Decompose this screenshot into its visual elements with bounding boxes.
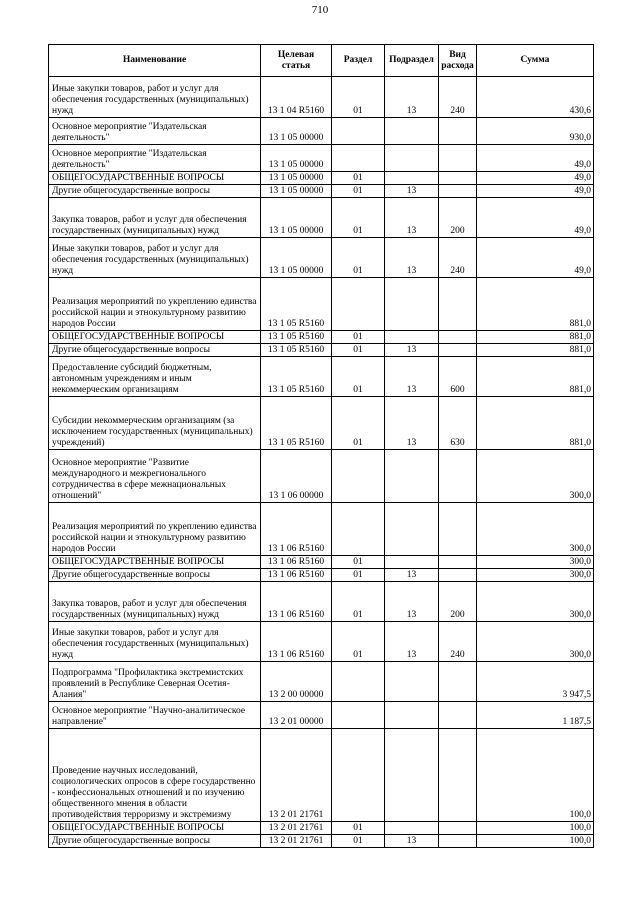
- cell-subsection: 13: [385, 185, 439, 198]
- cell-amount: 300,0: [477, 622, 594, 662]
- cell-subsection: 13: [385, 198, 439, 238]
- cell-name: ОБЩЕГОСУДАРСТВЕННЫЕ ВОПРОСЫ: [49, 172, 261, 185]
- cell-section: 01: [332, 357, 385, 397]
- cell-name: Другие общегосударственные вопросы: [49, 185, 261, 198]
- table-row: [49, 344, 594, 357]
- cell-subsection: 13: [385, 569, 439, 582]
- cell-target: 13 1 06 R5160: [261, 569, 332, 582]
- cell-amount: 881,0: [477, 344, 594, 357]
- table-row: [49, 729, 594, 822]
- header-row: [49, 45, 594, 77]
- table-row: [49, 822, 594, 835]
- table-row: [49, 145, 594, 172]
- cell-name: Предоставление субсидий бюджетным, автономным учреждениям и иным некоммерческим организациям: [49, 357, 261, 397]
- table-row: [49, 357, 594, 397]
- header-subsection: Подраздел: [385, 45, 439, 77]
- cell-subsection: [385, 331, 439, 344]
- cell-target: 13 2 00 00000: [261, 662, 332, 702]
- cell-target: 13 1 05 00000: [261, 185, 332, 198]
- table-row: [49, 278, 594, 331]
- cell-target: 13 1 05 00000: [261, 198, 332, 238]
- budget-table: [48, 44, 594, 848]
- cell-expense-type: [439, 145, 477, 172]
- cell-name: Основное мероприятие "Развитие международного и межрегионального сотрудничества в сфере межнациональных отношений": [49, 450, 261, 503]
- cell-section: 01: [332, 185, 385, 198]
- cell-section: 01: [332, 569, 385, 582]
- header-target: Целевая статья: [261, 45, 332, 77]
- cell-amount: 100,0: [477, 729, 594, 822]
- cell-expense-type: [439, 503, 477, 556]
- cell-name: Другие общегосударственные вопросы: [49, 569, 261, 582]
- cell-expense-type: [439, 450, 477, 503]
- cell-name: Реализация мероприятий по укреплению единства российской нации и этнокультурному развитию народов России: [49, 278, 261, 331]
- table-row: [49, 77, 594, 118]
- cell-subsection: [385, 450, 439, 503]
- header-amount: Сумма: [477, 45, 594, 77]
- cell-name: Закупка товаров, работ и услуг для обеспечения государственных (муниципальных) нужд: [49, 198, 261, 238]
- cell-name: ОБЩЕГОСУДАРСТВЕННЫЕ ВОПРОСЫ: [49, 331, 261, 344]
- cell-expense-type: [439, 556, 477, 569]
- cell-subsection: 13: [385, 344, 439, 357]
- cell-section: [332, 118, 385, 145]
- cell-section: 01: [332, 198, 385, 238]
- cell-expense-type: [439, 822, 477, 835]
- cell-section: 01: [332, 77, 385, 118]
- cell-amount: 300,0: [477, 569, 594, 582]
- cell-subsection: 13: [385, 357, 439, 397]
- cell-section: [332, 729, 385, 822]
- cell-subsection: [385, 822, 439, 835]
- table-row: [49, 397, 594, 450]
- table-row: [49, 172, 594, 185]
- cell-expense-type: 600: [439, 357, 477, 397]
- cell-target: 13 1 04 R5160: [261, 77, 332, 118]
- table-row: [49, 569, 594, 582]
- cell-subsection: 13: [385, 77, 439, 118]
- cell-amount: 100,0: [477, 835, 594, 848]
- cell-amount: 300,0: [477, 582, 594, 622]
- cell-amount: 49,0: [477, 238, 594, 278]
- cell-amount: 300,0: [477, 450, 594, 503]
- cell-amount: 100,0: [477, 822, 594, 835]
- cell-target: 13 1 05 00000: [261, 118, 332, 145]
- cell-subsection: [385, 729, 439, 822]
- cell-amount: 881,0: [477, 278, 594, 331]
- cell-amount: 49,0: [477, 198, 594, 238]
- cell-amount: 3 947,5: [477, 662, 594, 702]
- cell-section: [332, 662, 385, 702]
- cell-subsection: 13: [385, 397, 439, 450]
- cell-subsection: [385, 702, 439, 729]
- table-row: [49, 582, 594, 622]
- cell-subsection: 13: [385, 835, 439, 848]
- table-row: [49, 118, 594, 145]
- cell-section: 01: [332, 172, 385, 185]
- cell-expense-type: 200: [439, 198, 477, 238]
- cell-expense-type: [439, 835, 477, 848]
- cell-section: 01: [332, 238, 385, 278]
- cell-name: Основное мероприятие "Издательская деятельность": [49, 118, 261, 145]
- cell-target: 13 1 06 00000: [261, 450, 332, 503]
- table-row: [49, 185, 594, 198]
- cell-amount: 49,0: [477, 145, 594, 172]
- cell-amount: 930,0: [477, 118, 594, 145]
- cell-target: 13 1 05 R5160: [261, 344, 332, 357]
- cell-target: 13 1 05 R5160: [261, 397, 332, 450]
- table-row: [49, 450, 594, 503]
- page-number: 710: [311, 4, 329, 16]
- cell-expense-type: [439, 569, 477, 582]
- cell-expense-type: 240: [439, 622, 477, 662]
- cell-section: 01: [332, 344, 385, 357]
- cell-target: 13 2 01 21761: [261, 835, 332, 848]
- cell-name: Основное мероприятие "Научно-аналитическое направление": [49, 702, 261, 729]
- cell-expense-type: 200: [439, 582, 477, 622]
- table-row: [49, 238, 594, 278]
- table-row: [49, 556, 594, 569]
- table-row: [49, 503, 594, 556]
- cell-section: [332, 145, 385, 172]
- cell-amount: 881,0: [477, 397, 594, 450]
- cell-name: Субсидии некоммерческим организациям (за исключением государственных (муниципальных) учреждений): [49, 397, 261, 450]
- cell-expense-type: [439, 729, 477, 822]
- cell-expense-type: [439, 172, 477, 185]
- cell-amount: 881,0: [477, 331, 594, 344]
- cell-subsection: [385, 278, 439, 331]
- cell-section: 01: [332, 397, 385, 450]
- cell-section: [332, 702, 385, 729]
- cell-target: 13 1 06 R5160: [261, 503, 332, 556]
- cell-expense-type: [439, 662, 477, 702]
- header-expense-type: Вид расхода: [439, 45, 477, 77]
- cell-target: 13 1 05 R5160: [261, 278, 332, 331]
- cell-expense-type: 630: [439, 397, 477, 450]
- cell-name: Иные закупки товаров, работ и услуг для обеспечения государственных (муниципальных) нужд: [49, 77, 261, 118]
- cell-expense-type: 240: [439, 77, 477, 118]
- cell-amount: 300,0: [477, 556, 594, 569]
- cell-amount: 49,0: [477, 172, 594, 185]
- cell-amount: 49,0: [477, 185, 594, 198]
- table-row: [49, 622, 594, 662]
- table-row: [49, 662, 594, 702]
- header-name: Наименование: [49, 45, 261, 77]
- cell-section: 01: [332, 582, 385, 622]
- cell-expense-type: [439, 331, 477, 344]
- cell-subsection: 13: [385, 582, 439, 622]
- cell-section: 01: [332, 331, 385, 344]
- cell-target: 13 1 06 R5160: [261, 622, 332, 662]
- cell-section: 01: [332, 556, 385, 569]
- cell-subsection: [385, 662, 439, 702]
- cell-section: [332, 278, 385, 331]
- table-row: [49, 331, 594, 344]
- cell-expense-type: [439, 118, 477, 145]
- cell-subsection: [385, 118, 439, 145]
- cell-subsection: [385, 503, 439, 556]
- cell-name: Другие общегосударственные вопросы: [49, 835, 261, 848]
- cell-target: 13 1 05 R5160: [261, 331, 332, 344]
- cell-target: 13 1 06 R5160: [261, 582, 332, 622]
- cell-target: 13 2 01 00000: [261, 702, 332, 729]
- cell-name: ОБЩЕГОСУДАРСТВЕННЫЕ ВОПРОСЫ: [49, 822, 261, 835]
- cell-target: 13 1 05 00000: [261, 145, 332, 172]
- cell-name: ОБЩЕГОСУДАРСТВЕННЫЕ ВОПРОСЫ: [49, 556, 261, 569]
- cell-name: Иные закупки товаров, работ и услуг для обеспечения государственных (муниципальных) нужд: [49, 238, 261, 278]
- cell-expense-type: 240: [439, 238, 477, 278]
- table-row: [49, 198, 594, 238]
- cell-target: 13 1 05 00000: [261, 238, 332, 278]
- cell-subsection: [385, 172, 439, 185]
- cell-name: Основное мероприятие "Издательская деятельность": [49, 145, 261, 172]
- table-body: [49, 77, 594, 848]
- cell-target: 13 1 05 00000: [261, 172, 332, 185]
- cell-target: 13 2 01 21761: [261, 822, 332, 835]
- cell-name: Подпрограмма "Профилактика экстремистских проявлений в Республике Северная Осетия-Алания": [49, 662, 261, 702]
- cell-section: 01: [332, 822, 385, 835]
- cell-expense-type: [439, 344, 477, 357]
- cell-target: 13 1 06 R5160: [261, 556, 332, 569]
- cell-name: Реализация мероприятий по укреплению единства российской нации и этнокультурному развитию народов России: [49, 503, 261, 556]
- header-section: Раздел: [332, 45, 385, 77]
- cell-amount: 430,6: [477, 77, 594, 118]
- cell-name: Проведение научных исследований, социологических опросов в сфере государственно - конфессиональных отношений и по изучению общественного мнения в области противодействия терроризму и экстремизму: [49, 729, 261, 822]
- cell-section: 01: [332, 622, 385, 662]
- cell-name: Закупка товаров, работ и услуг для обеспечения государственных (муниципальных) нужд: [49, 582, 261, 622]
- cell-target: 13 2 01 21761: [261, 729, 332, 822]
- cell-section: [332, 450, 385, 503]
- cell-expense-type: [439, 278, 477, 331]
- cell-section: [332, 503, 385, 556]
- cell-name: Другие общегосударственные вопросы: [49, 344, 261, 357]
- cell-expense-type: [439, 185, 477, 198]
- cell-amount: 1 187,5: [477, 702, 594, 729]
- cell-subsection: 13: [385, 622, 439, 662]
- cell-target: 13 1 05 R5160: [261, 357, 332, 397]
- cell-amount: 881,0: [477, 357, 594, 397]
- cell-amount: 300,0: [477, 503, 594, 556]
- cell-section: 01: [332, 835, 385, 848]
- cell-subsection: [385, 556, 439, 569]
- cell-subsection: [385, 145, 439, 172]
- table-row: [49, 702, 594, 729]
- cell-name: Иные закупки товаров, работ и услуг для обеспечения государственных (муниципальных) нужд: [49, 622, 261, 662]
- table-row: [49, 835, 594, 848]
- cell-expense-type: [439, 702, 477, 729]
- cell-subsection: 13: [385, 238, 439, 278]
